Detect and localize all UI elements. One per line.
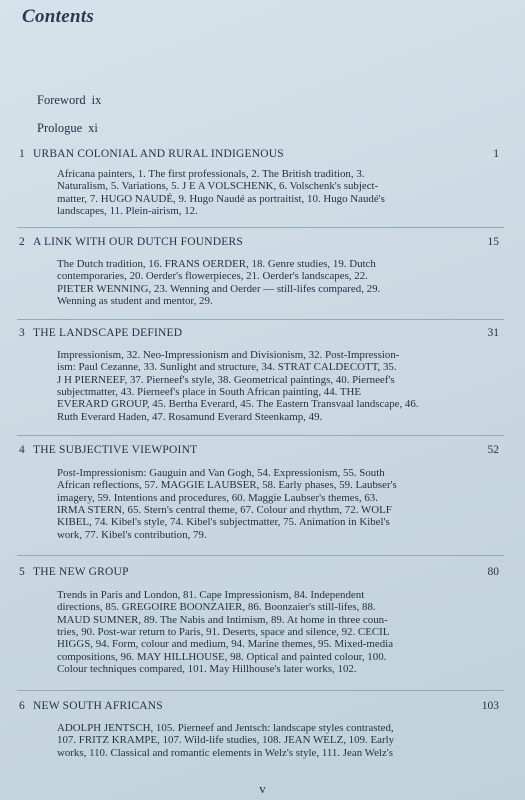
entry-line: Africana painters, 1. The first professionals, 2. The British tradition, 3.: [57, 168, 365, 180]
entry-line: J H PIERNEEF, 37. Pierneef's style, 38. Geometrical paintings, 40. Pierneef's: [57, 373, 395, 386]
entry-line: imagery, 59. Intentions and procedures, 60. Maggie Laubser's themes, 63.: [57, 491, 378, 504]
chapter-title: THE NEW GROUP: [33, 566, 129, 578]
chapter-heading[interactable]: [0, 444, 525, 460]
chapter-title: NEW SOUTH AFRICANS: [33, 700, 163, 712]
entry-line: ADOLPH JENTSCH, 105. Pierneef and Jentsch: landscape styles contrasted,: [57, 722, 394, 734]
entry-line: works, 110. Classical and romantic elements in Welz's style, 111. Jean Welz's: [57, 746, 393, 759]
entry-line: Trends in Paris and London, 81. Cape Impressionism, 84. Independent: [57, 589, 365, 601]
front-matter-label: Foreword: [37, 93, 86, 107]
entry-line: Wenning as student and mentor, 29.: [57, 295, 213, 308]
chapter-2: [0, 236, 525, 308]
chapter-entries: [57, 168, 462, 217]
entry-line: Post-Impressionism: Gauguin and Van Gogh, 54. Expressionism, 55. South: [57, 467, 385, 479]
page-title: Contents: [22, 6, 95, 27]
chapter-heading[interactable]: [0, 700, 525, 716]
front-matter-label: Prologue: [37, 121, 83, 135]
chapter-title: URBAN COLONIAL AND RURAL INDIGENOUS: [33, 148, 284, 160]
entry-line: Naturalism, 5. Variations, 5. J E A VOLSCHENK, 6. Volschenk's subject-: [57, 180, 379, 193]
chapter-entries: [57, 589, 462, 675]
front-matter-page: ix: [91, 93, 102, 107]
entry-line: Impressionism, 32. Neo-Impressionism and Divisionism, 32. Post-Impression-: [57, 349, 400, 361]
entry-line: PIETER WENNING, 23. Wenning and Oerder — still-lifes compared, 29.: [57, 282, 381, 295]
entry-line: landscapes, 11. Plein-airism, 12.: [57, 205, 198, 218]
chapter-entries: [57, 722, 462, 759]
page-folio: v: [259, 781, 266, 796]
entry-line: Colour techniques compared, 101. May Hillhouse's later works, 102.: [57, 663, 357, 676]
entry-line: Ruth Everard Haden, 47. Rosamund Everard Steenkamp, 49.: [57, 410, 323, 423]
chapter-title: THE SUBJECTIVE VIEWPOINT: [33, 444, 198, 456]
entry-line: compositions, 96. MAY HILLHOUSE, 98. Optical and painted colour, 100.: [57, 650, 387, 663]
entry-line: KIBEL, 74. Kibel's style, 74. Kibel's subjectmatter, 75. Animation in Kibel's: [57, 516, 390, 529]
chapter-page-number: 15: [487, 236, 499, 248]
chapter-6: [0, 700, 525, 759]
section-divider: [17, 319, 504, 320]
chapter-entries: [57, 258, 462, 307]
entry-line: contemporaries, 20. Oerder's flowerpieces, 21. Oerder's landscapes, 22.: [57, 270, 368, 283]
chapter-heading[interactable]: [0, 148, 525, 164]
section-divider: [17, 227, 504, 228]
chapter-number: 3: [19, 327, 25, 339]
section-divider: [17, 435, 504, 436]
chapter-heading[interactable]: [0, 566, 525, 582]
entry-line: matter, 7. HUGO NAUDÉ, 9. Hugo Naudé as portraitist, 10. Hugo Naudé's: [57, 192, 385, 205]
entry-line: The Dutch tradition, 16. FRANS OERDER, 18. Genre studies, 19. Dutch: [57, 258, 376, 270]
chapter-number: 4: [19, 444, 25, 456]
chapter-page-number: 80: [487, 566, 499, 578]
chapter-title: A LINK WITH OUR DUTCH FOUNDERS: [33, 236, 243, 248]
entry-line: African reflections, 57. MAGGIE LAUBSER, 58. Early phases, 59. Laubser's: [57, 479, 397, 492]
section-divider: [17, 555, 504, 556]
chapter-4: [0, 444, 525, 541]
chapter-1: [0, 148, 525, 218]
entry-line: work, 77. Kibel's contribution, 79.: [57, 528, 207, 541]
chapter-entries: [57, 467, 462, 541]
chapter-number: 2: [19, 236, 25, 248]
chapter-title: THE LANDSCAPE DEFINED: [33, 327, 183, 339]
chapter-3: [0, 327, 525, 423]
chapter-entries: [57, 349, 462, 423]
entry-line: ism: Paul Cezanne, 33. Sunlight and structure, 34. STRAT CALDECOTT, 35.: [57, 361, 397, 374]
entry-line: MAUD SUMNER, 89. The Nabis and Intimism, 89. At home in three coun-: [57, 613, 388, 626]
chapter-5: [0, 566, 525, 676]
entry-line: 107. FRITZ KRAMPE, 107. Wild-life studies, 108. JEAN WELZ, 109. Early: [57, 734, 395, 747]
chapter-heading[interactable]: [0, 327, 525, 343]
section-divider: [17, 690, 504, 691]
chapter-page-number: 52: [487, 444, 499, 456]
entry-line: tries, 90. Post-war return to Paris, 91. Deserts, space and silence, 92. CECIL: [57, 626, 390, 639]
chapter-number: 5: [19, 566, 25, 578]
front-matter-foreword[interactable]: [37, 93, 101, 108]
front-matter-prologue[interactable]: [37, 121, 98, 136]
chapter-heading[interactable]: [0, 236, 525, 252]
chapter-page-number: 103: [481, 700, 499, 712]
chapter-page-number: 31: [487, 327, 499, 339]
chapter-number: 1: [19, 148, 25, 160]
entry-line: IRMA STERN, 65. Stern's central theme, 67. Colour and rhythm, 72. WOLF: [57, 504, 392, 517]
entry-line: HIGGS, 94. Form, colour and medium, 94. Marine themes, 95. Mixed-media: [57, 638, 394, 651]
chapter-page-number: 1: [493, 148, 499, 160]
entry-line: subjectmatter, 43. Pierneef's place in South African painting, 44. THE: [57, 386, 362, 399]
entry-line: directions, 85. GREGOIRE BOONZAIER, 86. Boonzaier's still-lifes, 88.: [57, 601, 376, 614]
front-matter-page: xi: [88, 121, 98, 135]
entry-line: EVERARD GROUP, 45. Bertha Everard, 45. The Eastern Transvaal landscape, 46.: [57, 398, 419, 411]
chapter-number: 6: [19, 700, 25, 712]
